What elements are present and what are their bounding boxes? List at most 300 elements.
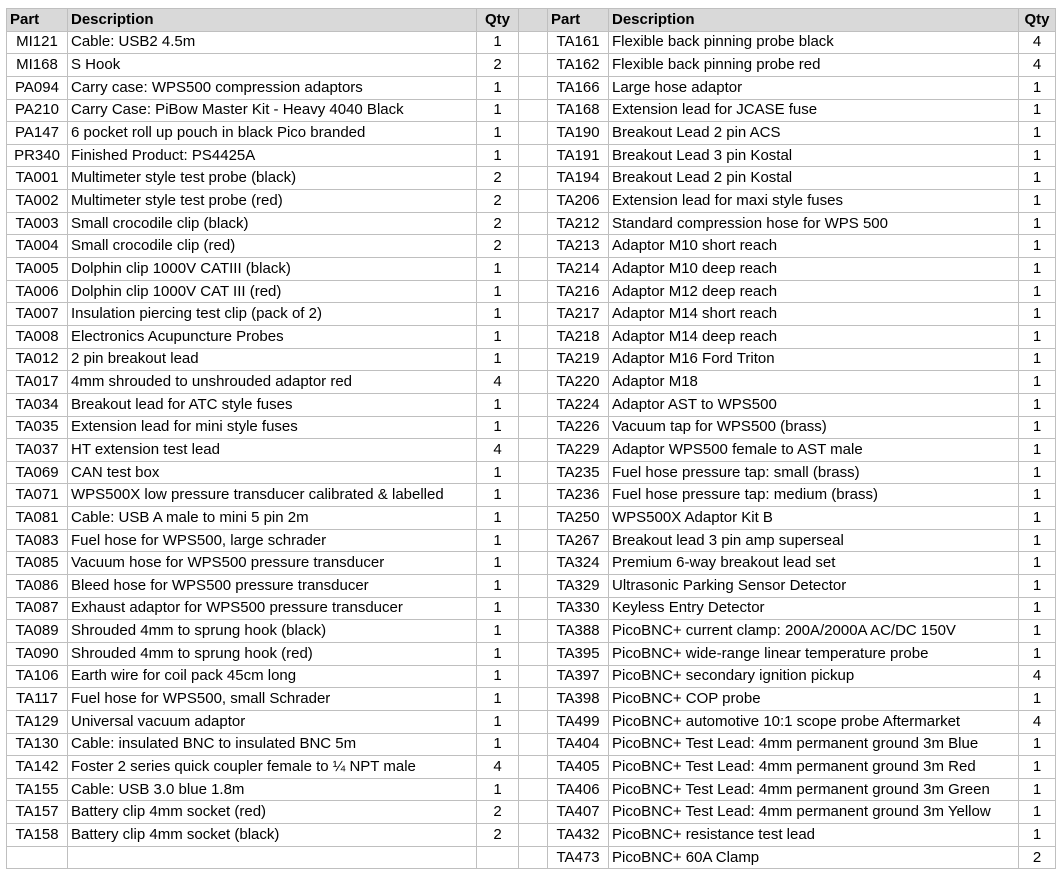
- part-cell: TA405: [548, 756, 609, 779]
- qty-cell: 1: [1019, 507, 1056, 530]
- table-row: [7, 54, 1056, 77]
- description-cell: Cable: USB2 4.5m: [68, 31, 477, 54]
- part-cell: TA158: [7, 824, 68, 847]
- column-gap: [519, 54, 548, 77]
- part-cell: TA235: [548, 461, 609, 484]
- table-row: [7, 235, 1056, 258]
- part-cell: TA226: [548, 416, 609, 439]
- qty-cell: 1: [477, 76, 519, 99]
- table-row: [7, 575, 1056, 598]
- header-part: Part: [7, 9, 68, 32]
- qty-cell: 1: [477, 642, 519, 665]
- qty-cell: 4: [1019, 665, 1056, 688]
- description-cell: 6 pocket roll up pouch in black Pico branded: [68, 122, 477, 145]
- description-cell: PicoBNC+ automotive 10:1 scope probe Aftermarket: [609, 710, 1019, 733]
- description-cell: Adaptor M16 Ford Triton: [609, 348, 1019, 371]
- part-cell: TA406: [548, 778, 609, 801]
- header-qty: Qty: [1019, 9, 1056, 32]
- part-cell: TA432: [548, 824, 609, 847]
- qty-cell: 1: [1019, 552, 1056, 575]
- description-cell: Cable: USB 3.0 blue 1.8m: [68, 778, 477, 801]
- description-cell: Adaptor M10 short reach: [609, 235, 1019, 258]
- qty-cell: 1: [1019, 325, 1056, 348]
- part-cell: TA398: [548, 688, 609, 711]
- qty-cell: 1: [1019, 303, 1056, 326]
- part-cell: TA220: [548, 371, 609, 394]
- part-cell: TA216: [548, 280, 609, 303]
- qty-cell: 1: [1019, 235, 1056, 258]
- table-row: [7, 642, 1056, 665]
- column-gap: [519, 371, 548, 394]
- description-cell: Dolphin clip 1000V CAT III (red): [68, 280, 477, 303]
- description-cell: Cable: USB A male to mini 5 pin 2m: [68, 507, 477, 530]
- column-gap: [519, 575, 548, 598]
- description-cell: Small crocodile clip (black): [68, 212, 477, 235]
- qty-cell: 1: [1019, 371, 1056, 394]
- part-cell: TA194: [548, 167, 609, 190]
- qty-cell: 1: [477, 144, 519, 167]
- part-cell: TA008: [7, 325, 68, 348]
- part-cell: TA250: [548, 507, 609, 530]
- table-row: [7, 756, 1056, 779]
- part-cell: TA397: [548, 665, 609, 688]
- part-cell: TA217: [548, 303, 609, 326]
- part-cell: MI168: [7, 54, 68, 77]
- description-cell: Flexible back pinning probe black: [609, 31, 1019, 54]
- column-gap: [519, 507, 548, 530]
- part-cell: TA162: [548, 54, 609, 77]
- qty-cell: [477, 846, 519, 869]
- description-cell: WPS500X low pressure transducer calibrated & labelled: [68, 484, 477, 507]
- part-cell: TA190: [548, 122, 609, 145]
- part-cell: TA388: [548, 620, 609, 643]
- column-gap: [519, 688, 548, 711]
- qty-cell: 1: [1019, 76, 1056, 99]
- part-cell: TA212: [548, 212, 609, 235]
- part-cell: TA155: [7, 778, 68, 801]
- table-row: [7, 620, 1056, 643]
- description-cell: PicoBNC+ Test Lead: 4mm permanent ground 3m Red: [609, 756, 1019, 779]
- table-row: [7, 688, 1056, 711]
- description-cell: Adaptor AST to WPS500: [609, 393, 1019, 416]
- column-gap: [519, 280, 548, 303]
- qty-cell: 1: [1019, 461, 1056, 484]
- description-cell: Extension lead for mini style fuses: [68, 416, 477, 439]
- qty-cell: 1: [477, 416, 519, 439]
- part-cell: PA094: [7, 76, 68, 99]
- column-gap: [519, 235, 548, 258]
- part-cell: TA324: [548, 552, 609, 575]
- qty-cell: 1: [477, 461, 519, 484]
- qty-cell: 1: [477, 325, 519, 348]
- qty-cell: 1: [1019, 439, 1056, 462]
- part-cell: TA069: [7, 461, 68, 484]
- qty-cell: 1: [1019, 393, 1056, 416]
- qty-cell: 4: [477, 439, 519, 462]
- column-gap: [519, 212, 548, 235]
- description-cell: Exhaust adaptor for WPS500 pressure transducer: [68, 597, 477, 620]
- table-row: [7, 325, 1056, 348]
- table-row: [7, 31, 1056, 54]
- description-cell: Battery clip 4mm socket (red): [68, 801, 477, 824]
- part-cell: TA473: [548, 846, 609, 869]
- table-row: [7, 778, 1056, 801]
- part-cell: TA329: [548, 575, 609, 598]
- qty-cell: 2: [477, 190, 519, 213]
- column-gap: [519, 552, 548, 575]
- table-row: [7, 393, 1056, 416]
- qty-cell: 2: [477, 801, 519, 824]
- qty-cell: 1: [1019, 620, 1056, 643]
- qty-cell: 1: [477, 665, 519, 688]
- qty-cell: 1: [477, 552, 519, 575]
- qty-cell: 1: [1019, 778, 1056, 801]
- part-cell: TA330: [548, 597, 609, 620]
- description-cell: S Hook: [68, 54, 477, 77]
- description-cell: Breakout Lead 3 pin Kostal: [609, 144, 1019, 167]
- header-part: Part: [548, 9, 609, 32]
- table-row: [7, 597, 1056, 620]
- description-cell: 2 pin breakout lead: [68, 348, 477, 371]
- qty-cell: 4: [1019, 710, 1056, 733]
- qty-cell: 1: [1019, 212, 1056, 235]
- column-gap: [519, 99, 548, 122]
- description-cell: Fuel hose pressure tap: small (brass): [609, 461, 1019, 484]
- qty-cell: 1: [1019, 348, 1056, 371]
- qty-cell: 2: [1019, 846, 1056, 869]
- part-cell: TA006: [7, 280, 68, 303]
- qty-cell: 1: [477, 122, 519, 145]
- description-cell: Adaptor M14 deep reach: [609, 325, 1019, 348]
- description-cell: Vacuum hose for WPS500 pressure transducer: [68, 552, 477, 575]
- description-cell: Ultrasonic Parking Sensor Detector: [609, 575, 1019, 598]
- description-cell: 4mm shrouded to unshrouded adaptor red: [68, 371, 477, 394]
- table-row: [7, 801, 1056, 824]
- description-cell: PicoBNC+ resistance test lead: [609, 824, 1019, 847]
- description-cell: PicoBNC+ Test Lead: 4mm permanent ground 3m Green: [609, 778, 1019, 801]
- description-cell: Earth wire for coil pack 45cm long: [68, 665, 477, 688]
- table-row: [7, 371, 1056, 394]
- column-gap: [519, 167, 548, 190]
- column-gap: [519, 439, 548, 462]
- column-gap: [519, 31, 548, 54]
- qty-cell: 1: [477, 99, 519, 122]
- qty-cell: 1: [1019, 529, 1056, 552]
- description-cell: Electronics Acupuncture Probes: [68, 325, 477, 348]
- description-cell: Fuel hose pressure tap: medium (brass): [609, 484, 1019, 507]
- column-gap: [519, 710, 548, 733]
- part-cell: TA267: [548, 529, 609, 552]
- description-cell: CAN test box: [68, 461, 477, 484]
- part-cell: TA086: [7, 575, 68, 598]
- part-cell: [7, 846, 68, 869]
- part-cell: PA210: [7, 99, 68, 122]
- part-cell: TA218: [548, 325, 609, 348]
- table-row: [7, 167, 1056, 190]
- table-row: [7, 212, 1056, 235]
- qty-cell: 1: [477, 258, 519, 281]
- part-cell: TA161: [548, 31, 609, 54]
- description-cell: Adaptor WPS500 female to AST male: [609, 439, 1019, 462]
- part-cell: TA129: [7, 710, 68, 733]
- table-row: [7, 507, 1056, 530]
- qty-cell: 4: [477, 371, 519, 394]
- description-cell: PicoBNC+ wide-range linear temperature probe: [609, 642, 1019, 665]
- description-cell: Breakout Lead 2 pin Kostal: [609, 167, 1019, 190]
- column-gap: [519, 597, 548, 620]
- description-cell: Flexible back pinning probe red: [609, 54, 1019, 77]
- description-cell: Adaptor M18: [609, 371, 1019, 394]
- part-cell: TA206: [548, 190, 609, 213]
- qty-cell: 4: [1019, 31, 1056, 54]
- qty-cell: 2: [477, 235, 519, 258]
- part-cell: TA236: [548, 484, 609, 507]
- description-cell: [68, 846, 477, 869]
- qty-cell: 1: [477, 303, 519, 326]
- part-cell: TA037: [7, 439, 68, 462]
- part-cell: TA395: [548, 642, 609, 665]
- part-cell: TA090: [7, 642, 68, 665]
- qty-cell: 1: [477, 620, 519, 643]
- column-gap: [519, 303, 548, 326]
- qty-cell: 1: [1019, 258, 1056, 281]
- part-cell: TA168: [548, 99, 609, 122]
- part-cell: TA083: [7, 529, 68, 552]
- table-row: [7, 529, 1056, 552]
- description-cell: WPS500X Adaptor Kit B: [609, 507, 1019, 530]
- column-gap: [519, 144, 548, 167]
- description-cell: Keyless Entry Detector: [609, 597, 1019, 620]
- description-cell: Finished Product: PS4425A: [68, 144, 477, 167]
- header-description: Description: [609, 9, 1019, 32]
- qty-cell: 1: [1019, 756, 1056, 779]
- part-cell: PA147: [7, 122, 68, 145]
- part-cell: TA034: [7, 393, 68, 416]
- description-cell: PicoBNC+ Test Lead: 4mm permanent ground 3m Yellow: [609, 801, 1019, 824]
- description-cell: PicoBNC+ 60A Clamp: [609, 846, 1019, 869]
- qty-cell: 1: [477, 507, 519, 530]
- column-gap: [519, 778, 548, 801]
- column-gap: [519, 756, 548, 779]
- qty-cell: 4: [1019, 54, 1056, 77]
- part-cell: TA085: [7, 552, 68, 575]
- table-row: [7, 76, 1056, 99]
- description-cell: Standard compression hose for WPS 500: [609, 212, 1019, 235]
- part-cell: TA191: [548, 144, 609, 167]
- column-gap: [519, 846, 548, 869]
- table-row: [7, 552, 1056, 575]
- table-row: [7, 99, 1056, 122]
- qty-cell: 2: [477, 212, 519, 235]
- description-cell: Vacuum tap for WPS500 (brass): [609, 416, 1019, 439]
- part-cell: TA166: [548, 76, 609, 99]
- description-cell: Carry Case: PiBow Master Kit - Heavy 4040 Black: [68, 99, 477, 122]
- description-cell: PicoBNC+ secondary ignition pickup: [609, 665, 1019, 688]
- qty-cell: 4: [477, 756, 519, 779]
- part-cell: TA130: [7, 733, 68, 756]
- table-row: [7, 710, 1056, 733]
- part-cell: TA089: [7, 620, 68, 643]
- description-cell: Shrouded 4mm to sprung hook (red): [68, 642, 477, 665]
- column-gap: [519, 416, 548, 439]
- part-cell: TA007: [7, 303, 68, 326]
- qty-cell: 1: [1019, 167, 1056, 190]
- column-gap: [519, 824, 548, 847]
- part-cell: TA404: [548, 733, 609, 756]
- description-cell: Extension lead for JCASE fuse: [609, 99, 1019, 122]
- description-cell: Dolphin clip 1000V CATIII (black): [68, 258, 477, 281]
- qty-cell: 2: [477, 54, 519, 77]
- part-cell: TA017: [7, 371, 68, 394]
- part-cell: PR340: [7, 144, 68, 167]
- description-cell: Fuel hose for WPS500, small Schrader: [68, 688, 477, 711]
- column-gap: [519, 76, 548, 99]
- description-cell: Adaptor M14 short reach: [609, 303, 1019, 326]
- description-cell: HT extension test lead: [68, 439, 477, 462]
- table-row: [7, 439, 1056, 462]
- part-cell: TA407: [548, 801, 609, 824]
- header-row: [7, 9, 1056, 32]
- part-cell: TA499: [548, 710, 609, 733]
- qty-cell: 2: [477, 824, 519, 847]
- table-row: [7, 190, 1056, 213]
- description-cell: Cable: insulated BNC to insulated BNC 5m: [68, 733, 477, 756]
- description-cell: Bleed hose for WPS500 pressure transducer: [68, 575, 477, 598]
- part-cell: TA012: [7, 348, 68, 371]
- qty-cell: 1: [477, 280, 519, 303]
- part-cell: TA229: [548, 439, 609, 462]
- column-gap: [519, 9, 548, 32]
- qty-cell: 1: [477, 31, 519, 54]
- description-cell: Adaptor M12 deep reach: [609, 280, 1019, 303]
- qty-cell: 1: [1019, 642, 1056, 665]
- description-cell: Large hose adaptor: [609, 76, 1019, 99]
- qty-cell: 1: [1019, 484, 1056, 507]
- column-gap: [519, 665, 548, 688]
- column-gap: [519, 733, 548, 756]
- description-cell: PicoBNC+ current clamp: 200A/2000A AC/DC 150V: [609, 620, 1019, 643]
- table-row: [7, 461, 1056, 484]
- column-gap: [519, 258, 548, 281]
- description-cell: PicoBNC+ COP probe: [609, 688, 1019, 711]
- part-cell: TA005: [7, 258, 68, 281]
- part-cell: TA003: [7, 212, 68, 235]
- description-cell: Breakout Lead 2 pin ACS: [609, 122, 1019, 145]
- part-cell: TA081: [7, 507, 68, 530]
- description-cell: Multimeter style test probe (red): [68, 190, 477, 213]
- header-description: Description: [68, 9, 477, 32]
- column-gap: [519, 122, 548, 145]
- qty-cell: 1: [1019, 733, 1056, 756]
- part-cell: TA004: [7, 235, 68, 258]
- table-row: [7, 348, 1056, 371]
- column-gap: [519, 190, 548, 213]
- qty-cell: 1: [1019, 190, 1056, 213]
- qty-cell: 2: [477, 167, 519, 190]
- description-cell: Premium 6-way breakout lead set: [609, 552, 1019, 575]
- part-cell: TA001: [7, 167, 68, 190]
- qty-cell: 1: [1019, 688, 1056, 711]
- qty-cell: 1: [477, 688, 519, 711]
- description-cell: Small crocodile clip (red): [68, 235, 477, 258]
- qty-cell: 1: [477, 484, 519, 507]
- part-cell: TA106: [7, 665, 68, 688]
- table-row: [7, 258, 1056, 281]
- description-cell: Shrouded 4mm to sprung hook (black): [68, 620, 477, 643]
- qty-cell: 1: [477, 575, 519, 598]
- qty-cell: 1: [477, 529, 519, 552]
- table-row: [7, 733, 1056, 756]
- qty-cell: 1: [477, 348, 519, 371]
- part-cell: TA157: [7, 801, 68, 824]
- description-cell: Extension lead for maxi style fuses: [609, 190, 1019, 213]
- column-gap: [519, 461, 548, 484]
- qty-cell: 1: [477, 393, 519, 416]
- description-cell: Breakout lead for ATC style fuses: [68, 393, 477, 416]
- table-row: [7, 122, 1056, 145]
- column-gap: [519, 620, 548, 643]
- description-cell: Carry case: WPS500 compression adaptors: [68, 76, 477, 99]
- table-row: [7, 484, 1056, 507]
- table-row: [7, 824, 1056, 847]
- qty-cell: 1: [1019, 122, 1056, 145]
- column-gap: [519, 529, 548, 552]
- table-row: [7, 665, 1056, 688]
- description-cell: Insulation piercing test clip (pack of 2): [68, 303, 477, 326]
- qty-cell: 1: [477, 710, 519, 733]
- part-cell: TA142: [7, 756, 68, 779]
- part-cell: TA071: [7, 484, 68, 507]
- description-cell: PicoBNC+ Test Lead: 4mm permanent ground 3m Blue: [609, 733, 1019, 756]
- parts-list-table: [6, 8, 1056, 869]
- qty-cell: 1: [1019, 280, 1056, 303]
- qty-cell: 1: [1019, 575, 1056, 598]
- part-cell: TA087: [7, 597, 68, 620]
- column-gap: [519, 484, 548, 507]
- qty-cell: 1: [1019, 801, 1056, 824]
- qty-cell: 1: [1019, 597, 1056, 620]
- table-row: [7, 416, 1056, 439]
- description-cell: Universal vacuum adaptor: [68, 710, 477, 733]
- description-cell: Adaptor M10 deep reach: [609, 258, 1019, 281]
- header-qty: Qty: [477, 9, 519, 32]
- table-row: [7, 144, 1056, 167]
- qty-cell: 1: [477, 733, 519, 756]
- part-cell: TA219: [548, 348, 609, 371]
- table-row: [7, 846, 1056, 869]
- qty-cell: 1: [477, 778, 519, 801]
- description-cell: Fuel hose for WPS500, large schrader: [68, 529, 477, 552]
- column-gap: [519, 801, 548, 824]
- qty-cell: 1: [477, 597, 519, 620]
- part-cell: MI121: [7, 31, 68, 54]
- column-gap: [519, 393, 548, 416]
- qty-cell: 1: [1019, 416, 1056, 439]
- qty-cell: 1: [1019, 824, 1056, 847]
- description-cell: Battery clip 4mm socket (black): [68, 824, 477, 847]
- table-row: [7, 303, 1056, 326]
- description-cell: Breakout lead 3 pin amp superseal: [609, 529, 1019, 552]
- qty-cell: 1: [1019, 99, 1056, 122]
- table-row: [7, 280, 1056, 303]
- part-cell: TA035: [7, 416, 68, 439]
- part-cell: TA213: [548, 235, 609, 258]
- column-gap: [519, 642, 548, 665]
- description-cell: Multimeter style test probe (black): [68, 167, 477, 190]
- column-gap: [519, 348, 548, 371]
- part-cell: TA214: [548, 258, 609, 281]
- part-cell: TA117: [7, 688, 68, 711]
